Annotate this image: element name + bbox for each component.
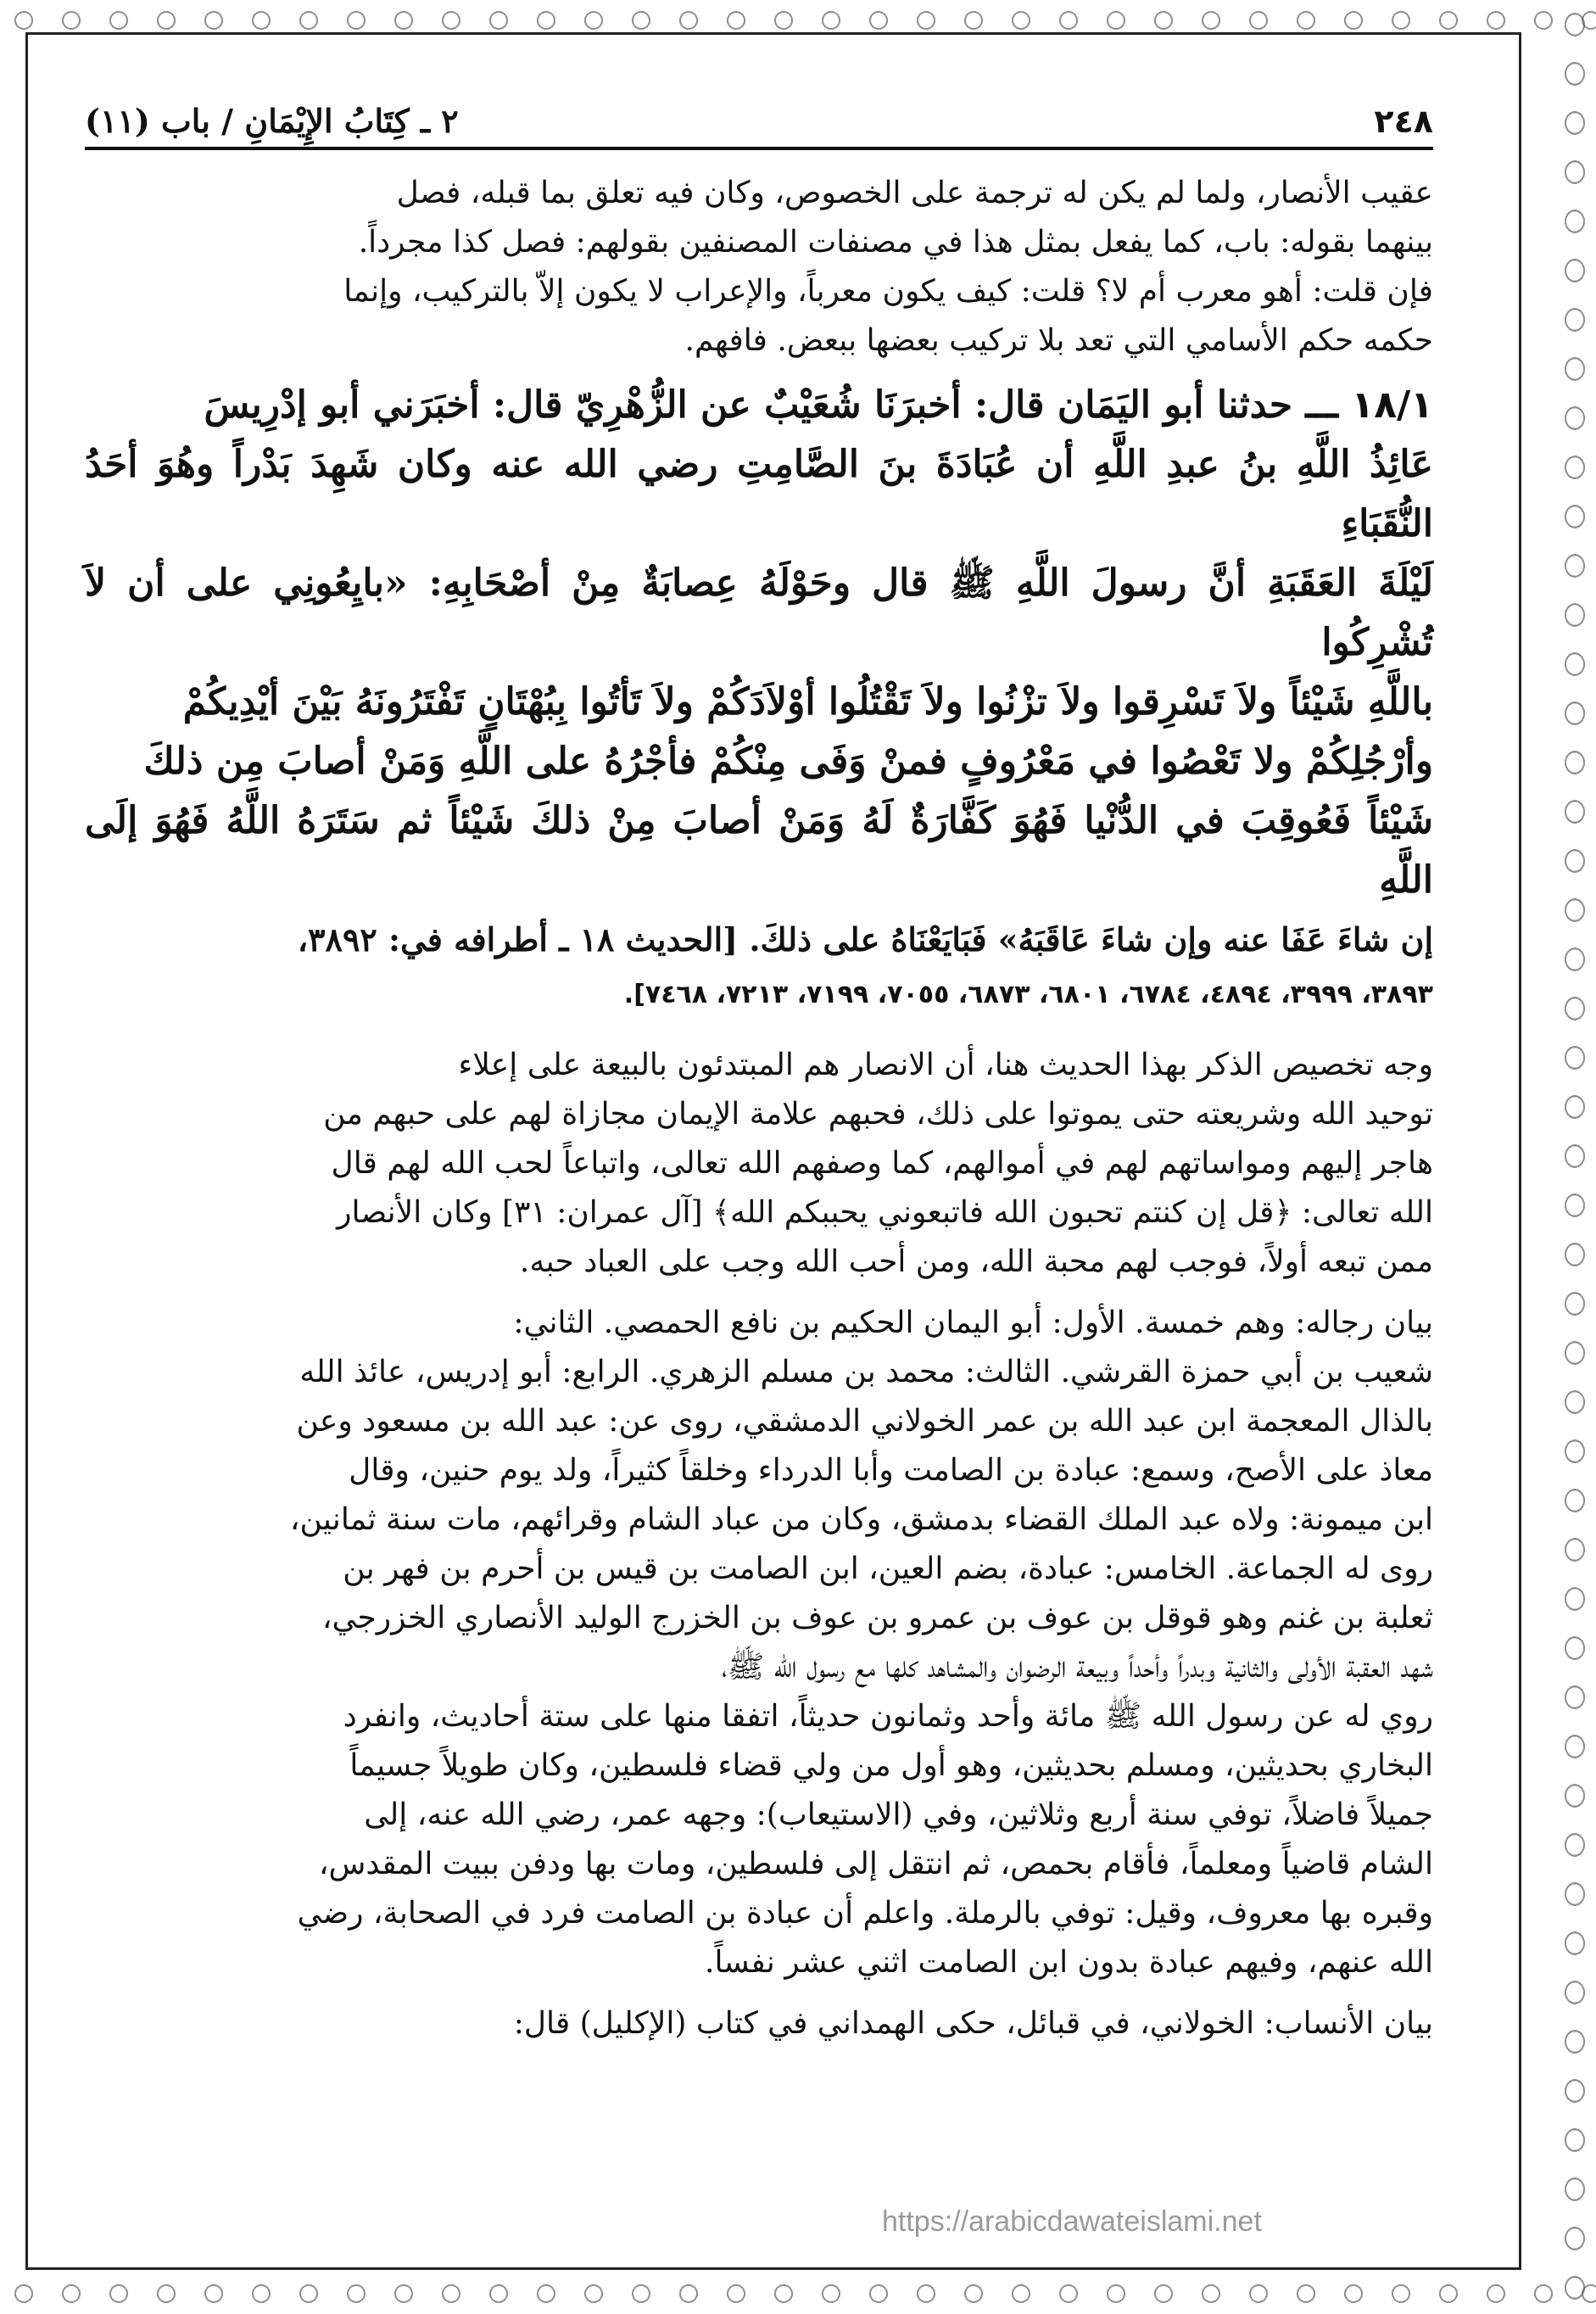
text-line: روى له الجماعة. الخامس: عبادة، بضم العين، ابن الصامت بن قيس بن أحرم بن فهر بن xyxy=(343,1551,1433,1586)
text-line: بينهما بقوله: باب، كما يفعل بمثل هذا في مصنفات المصنفين بقولهم: فصل كذا مجرداً. xyxy=(358,225,1433,260)
text-line: بيان رجاله: وهم خمسة. الأول: أبو اليمان الحكيم بن نافع الحمصي. الثاني: xyxy=(513,1305,1433,1340)
hadith-line: باللَّهِ شَيْئاً ولاَ تَسْرِقوا ولاَ تزْنُوا ولاَ تَقْتُلُوا أوْلاَدَكُمْ ولاَ تَأتُوا بِبُهْتَانٍ تَفْتَرُونَهُ بَيْنَ أيْدِيكُمْ xyxy=(182,680,1433,724)
text-line: بيان الأنساب: الخولاني، في قبائل، حكى الهمداني في كتاب (الإكليل) قال: xyxy=(513,2006,1433,2041)
text-line: جميلاً فاضلاً، توفي سنة أربع وثلاثين، وفي (الاستيعاب): وجهه عمر، رضي الله عنه، إلى xyxy=(364,1797,1433,1832)
decorative-bottom-border xyxy=(0,2273,1596,2314)
genealogy-section xyxy=(85,1999,1433,2049)
page-number: ٢٤٨ xyxy=(1374,103,1433,140)
intro-paragraph xyxy=(85,169,1433,366)
text-line: ممن تبعه أولاً، فوجب لهم محبة الله، ومن أحب الله وجب على العباد حبه. xyxy=(519,1244,1433,1279)
hadith-line: شَيْئاً فَعُوقِبَ في الدُّنْيا فَهُوَ كَفَّارَةٌ لَهُ وَمَنْ أصابَ مِنْ ذلكَ شَيْئاً ثم سَتَرَهُ اللَّهُ فَهُوَ إلَى اللَّهِ xyxy=(85,799,1433,902)
text-line: هاجر إليهم ومواساتهم لهم في أموالهم، كما وصفهم الله تعالى، واتباعاً لحب الله لهم قال xyxy=(331,1146,1433,1181)
hadith-block xyxy=(85,376,1433,1020)
text-line: معاذ على الأصح، وسمع: عبادة بن الصامت وأبا الدرداء وخلقاً كثيراً، ولد يوم حنين، وقال xyxy=(349,1453,1433,1488)
hadith-number: ١٨/١ xyxy=(1351,383,1433,427)
text-line: عقيب الأنصار، ولما لم يكن له ترجمة على الخصوص، وكان فيه تعلق بما قبله، فصل xyxy=(396,176,1433,210)
text-line: توحيد الله وشريعته حتى يموتوا على ذلك، فحبهم علامة الإيمان مجازاة لهم على حبهم من xyxy=(323,1097,1433,1132)
text-line: روي له عن رسول الله ﷺ مائة وأحد وثمانون حديثاً، اتفقا منها على ستة أحاديث، وانفرد xyxy=(343,1699,1433,1734)
text-line: ابن ميمونة: ولاه عبد الملك القضاء بدمشق، وكان من عباد الشام وقرائهم، مات سنة ثمانين، xyxy=(289,1502,1433,1537)
decorative-side-border xyxy=(1554,0,1596,2314)
section-title: ٢ ـ كِتَابُ الإِيْمَانِ / باب (١١) xyxy=(85,102,459,140)
hadith-references: ٣٨٩٣، ٣٩٩٩، ٤٨٩٤، ٦٧٨٤، ٦٨٠١، ٦٨٧٣، ٧٠٥٥، ٧١٩٩، ٧٢١٣، ٧٤٦٨]. xyxy=(623,980,1433,1009)
text-line: وقبره بها معروف، وقيل: توفي بالرملة. واعلم أن عبادة بن الصامت فرد في الصحابة، رضي xyxy=(297,1896,1433,1931)
commentary-paragraph xyxy=(85,1041,1433,1287)
text-line: شعيب بن أبي حمزة القرشي. الثالث: محمد بن مسلم الزهري. الرابع: أبو إدريس، عائذ الله xyxy=(299,1355,1433,1389)
text-line: بالذال المعجمة ابن عبد الله بن عمر الخولاني الدمشقي، روى عن: عبد الله بن مسعود وعن xyxy=(296,1404,1433,1439)
text-line: شهد العقبة الأولى والثانية وبدراً وأحداً وبيعة الرضوان والمشاهد كلها مع رسول الله ﷺ، xyxy=(721,1650,1433,1685)
narrators-section xyxy=(85,1299,1433,1987)
text-line: وجه تخصيص الذكر بهذا الحديث هنا، أن الانصار هم المبتدئون بالبيعة على إعلاء xyxy=(458,1048,1433,1082)
hadith-text: ـــ حدثنا أبو اليَمَان قال: أخبرَنَا شُعَيْبٌ عن الزُّهْرِيّ قال: أخبَرَني أبو إدْرِيسَ xyxy=(204,383,1339,427)
text-line: الله عنهم، وفيهم عبادة بدون ابن الصامت اثني عشر نفساً. xyxy=(705,1945,1433,1980)
page-content xyxy=(85,102,1433,2049)
text-line: الله تعالى: ﴿قل إن كنتم تحبون الله فاتبعوني يحببكم الله﴾ [آل عمران: ٣١] وكان الأنصار xyxy=(337,1195,1433,1230)
hadith-line-1 xyxy=(85,376,1433,435)
text-line: ثعلبة بن غنم وهو قوقل بن عوف بن عمرو بن عوف بن الخزرج الوليد الأنصاري الخزرجي، xyxy=(321,1601,1433,1635)
hadith-line: إن شاءَ عَفَا عنه وإن شاءَ عَاقَبَهُ» فَبَايَعْنَاهُ على ذلكَ. [الحديث ١٨ ـ أطرافه في: ٣٨٩٢، xyxy=(297,920,1433,959)
text-line: البخاري بحديثين، ومسلم بحديثين، وهو أول من ولي قضاء فلسطين، وكان طويلاً جسيماً xyxy=(349,1748,1433,1783)
hadith-line: لَيْلَةَ العَقَبَةِ أنَّ رسولَ اللَّهِ ﷺ قال وحَوْلَهُ عِصابَةٌ مِنْ أصْحَابِهِ: «بايِعُونِي على أن لاَ تُشْرِكُوا xyxy=(85,562,1433,664)
running-header xyxy=(85,102,1433,150)
text-line: فإن قلت: أهو معرب أم لا؟ قلت: كيف يكون معرباً، والإعراب لا يكون إلاّ بالتركيب، وإنما xyxy=(343,274,1433,309)
watermark-url: https://arabicdawateislami.net xyxy=(882,2205,1262,2238)
text-line: حكمه حكم الأسامي التي تعد بلا تركيب بعضها ببعض. فافهم. xyxy=(684,323,1433,358)
hadith-line: وأرْجُلِكُمْ ولا تَعْصُوا في مَعْرُوفٍ فمنْ وَفَى مِنْكُمْ فأجْرُهُ على اللَّهِ وَمَنْ أصابَ مِن ذلكَ xyxy=(143,740,1433,783)
hadith-line: عَائِذُ اللَّهِ بنُ عبدِ اللَّهِ أن عُبَادَةَ بنَ الصَّامِتِ رضي الله عنه وكان شَهِدَ بَدْراً وهُوَ أحَدُ النُّقَبَاءِ xyxy=(85,443,1433,545)
text-line: الشام قاضياً ومعلماً، فأقام بحمص، ثم انتقل إلى فلسطين، ومات بها ودفن ببيت المقدس، xyxy=(318,1847,1433,1881)
